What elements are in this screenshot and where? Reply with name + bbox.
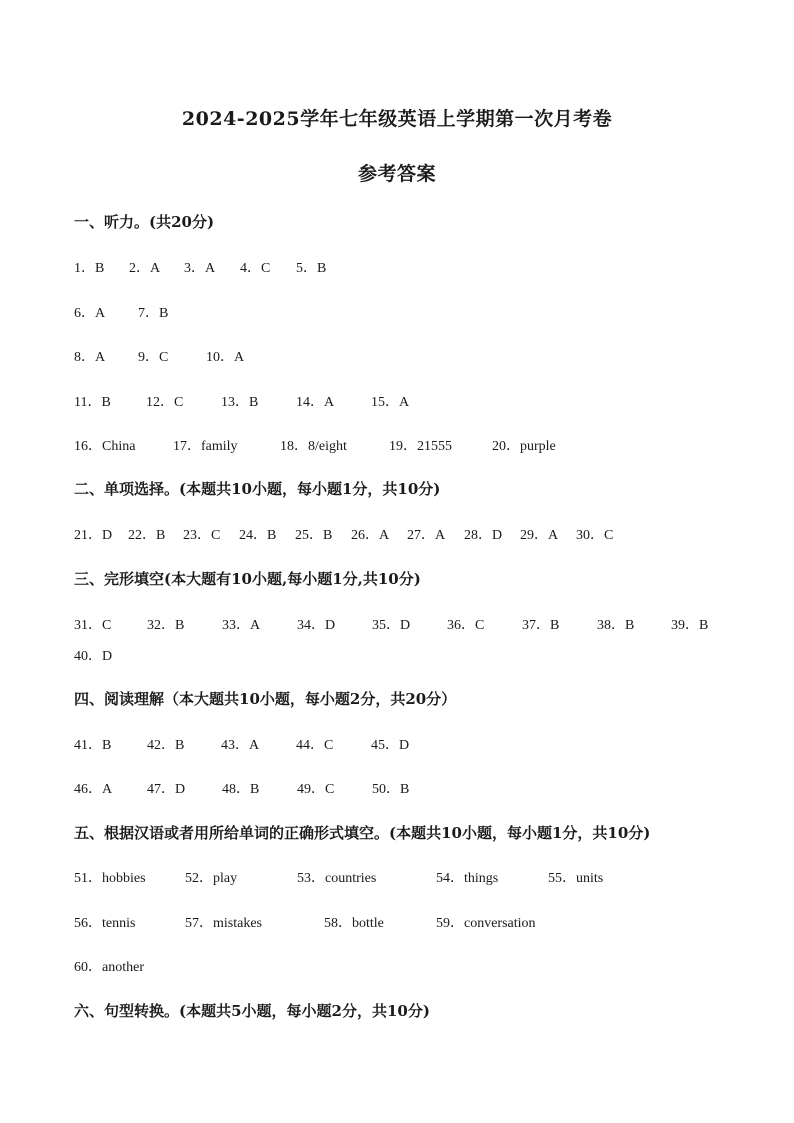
answer-item: 13．B [221,395,259,410]
answer-item: 24．B [239,528,277,543]
answer-item: 9．C [138,350,169,365]
answer-item: 17．family [173,439,238,454]
page-title: 2024-2025学年七年级英语上学期第一次月考卷 [181,108,613,130]
answer-item: 33．A [222,618,261,633]
answer-item: 55．units [548,871,604,886]
answer-item: 15．A [371,395,410,410]
answer-item: 10．A [206,350,245,365]
answer-item: 44．C [296,738,334,753]
answer-item: 23．C [183,528,221,543]
answer-item: 19．21555 [389,439,452,454]
answer-item: 32．B [147,618,185,633]
answer-item: 50．B [372,782,410,797]
answer-item: 27．A [407,528,446,543]
answer-item: 29．A [520,528,559,543]
answer-item: 4．C [240,261,271,276]
page-subtitle: 参考答案 [357,163,436,185]
answer-item: 14．A [296,395,335,410]
answer-item: 45．D [371,738,410,753]
answer-item: 54．things [436,871,499,886]
section-heading-cloze: 三、完形填空(本大题有10小题,每小题1分,共10分) [74,570,421,588]
answer-item: 37．B [522,618,560,633]
answer-item: 60．another [74,960,144,975]
section-heading-sentence-transform: 六、句型转换。(本题共5小题，每小题2分，共10分) [74,1002,430,1020]
answer-item: 5．B [296,261,327,276]
answer-item: 58．bottle [324,916,384,931]
answer-item: 47．D [147,782,186,797]
answer-item: 49．C [297,782,335,797]
section-heading-fill-in: 五、根据汉语或者用所给单词的正确形式填空。(本题共10小题，每小题1分，共10分) [74,824,651,842]
answer-item: 11．B [74,395,111,410]
answer-item: 18．8/eight [280,439,347,454]
answer-item: 12．C [146,395,184,410]
answer-item: 48．B [222,782,260,797]
answer-item: 59．conversation [436,916,536,931]
section-heading-listening: 一、听力。(共20分) [74,213,215,231]
answer-item: 2．A [129,261,161,276]
answer-item: 6．A [74,306,106,321]
answer-item: 35．D [372,618,411,633]
answer-item: 22．B [128,528,166,543]
answer-item: 25．B [295,528,333,543]
answer-item: 30．C [576,528,614,543]
section-heading-single-choice: 二、单项选择。(本题共10小题，每小题1分，共10分) [74,480,441,498]
answer-item: 31．C [74,618,112,633]
answer-item: 20．purple [492,439,556,454]
answer-item: 56．tennis [74,916,136,931]
answer-item: 52．play [185,871,238,886]
answer-item: 16．China [74,439,136,454]
answer-item: 41．B [74,738,112,753]
answer-item: 57．mistakes [185,916,262,931]
answer-item: 36．C [447,618,485,633]
answer-item: 38．B [597,618,635,633]
answer-item: 7．B [138,306,169,321]
answer-item: 53．countries [297,871,377,886]
answer-item: 39．B [671,618,709,633]
section-heading-reading: 四、阅读理解（本大题共10小题，每小题2分，共20分） [74,690,457,708]
answer-item: 34．D [297,618,336,633]
answer-item: 3．A [184,261,216,276]
answer-item: 42．B [147,738,185,753]
answer-item: 51．hobbies [74,871,146,886]
answer-item: 1．B [74,261,105,276]
answer-item: 26．A [351,528,390,543]
answer-item: 40．D [74,649,113,664]
answer-item: 8．A [74,350,106,365]
answer-item: 43．A [221,738,260,753]
answer-item: 46．A [74,782,113,797]
answer-item: 28．D [464,528,503,543]
answer-item: 21．D [74,528,113,543]
